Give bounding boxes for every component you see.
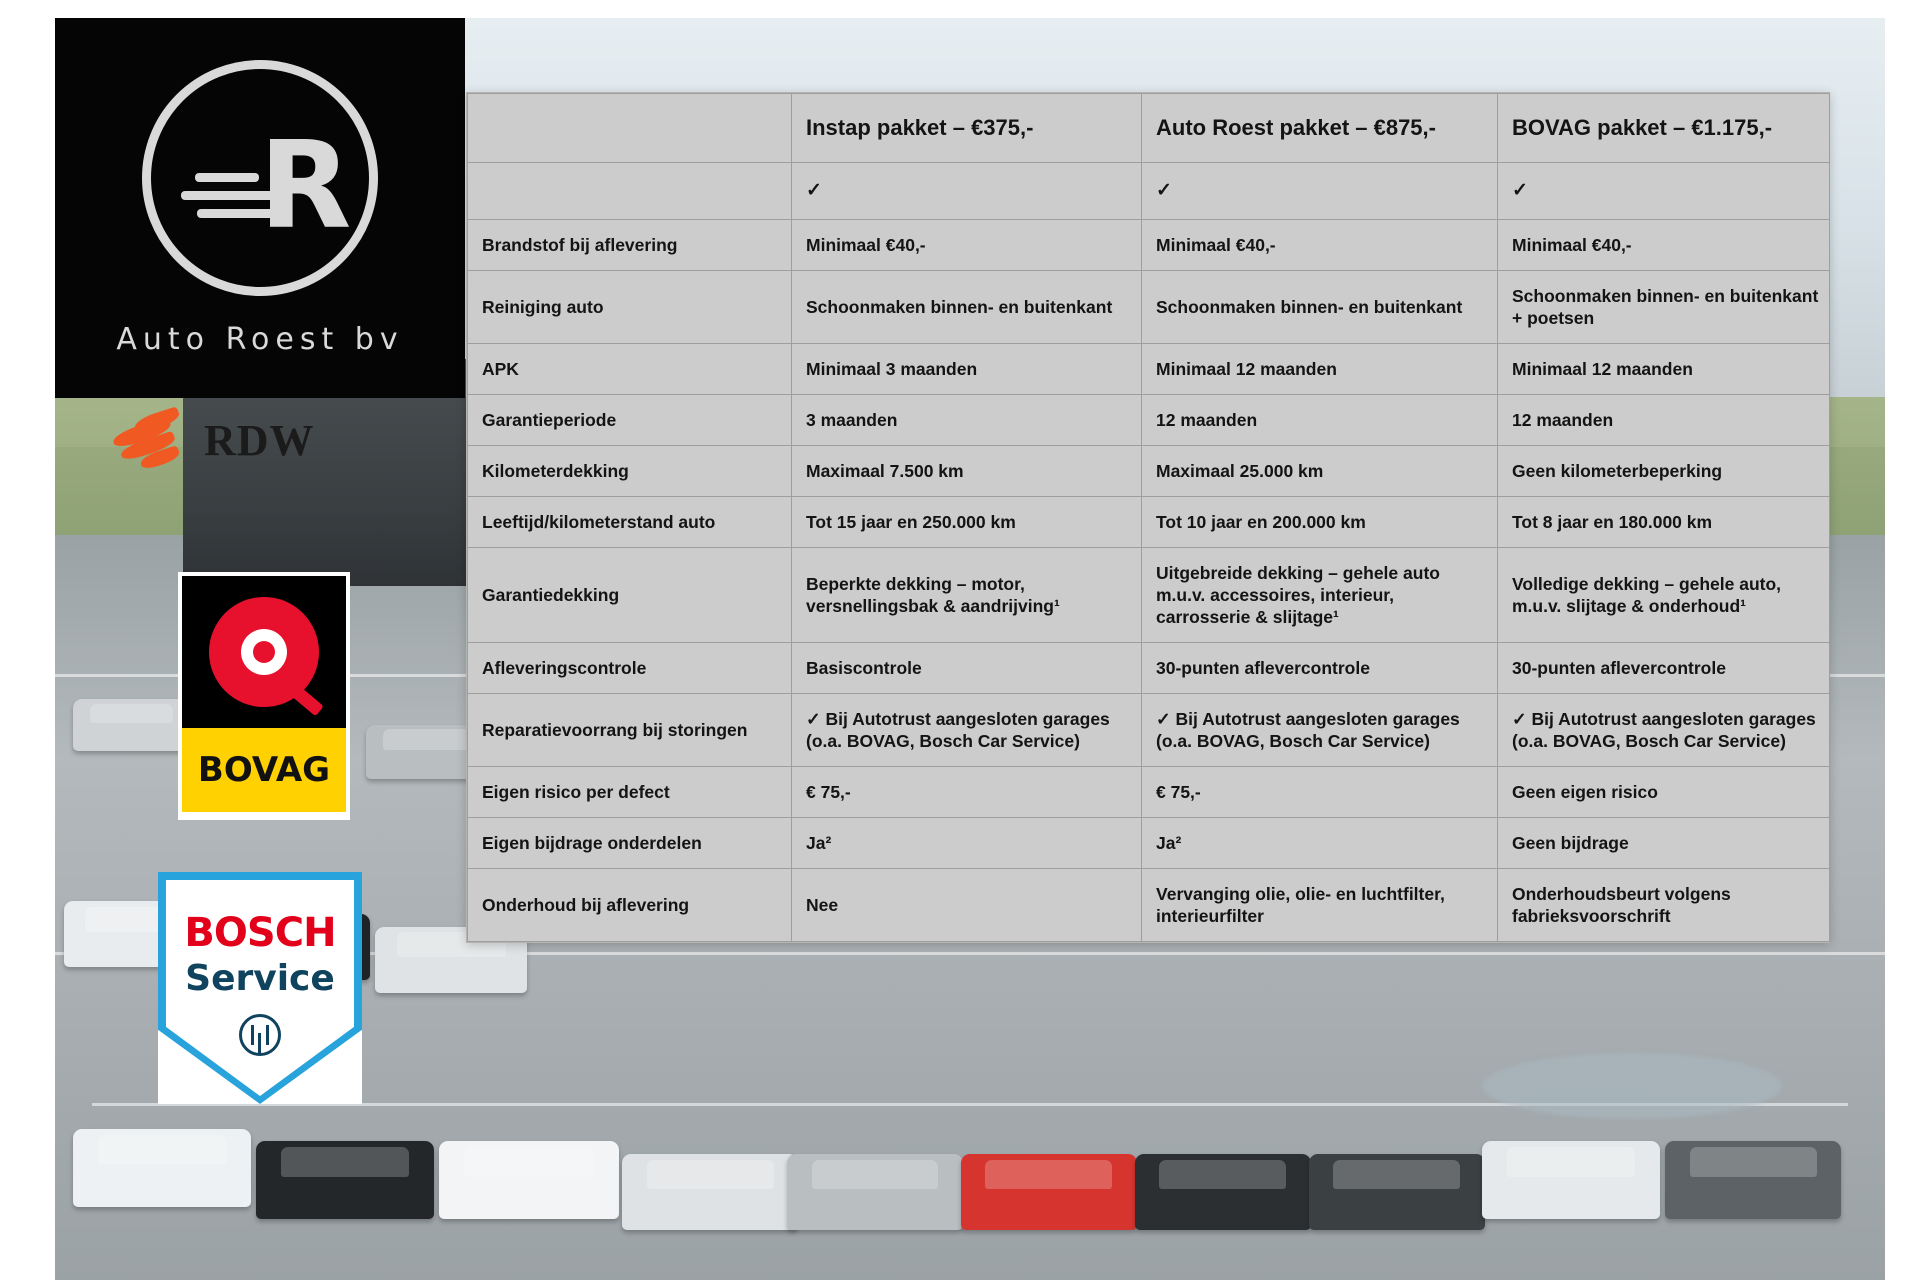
cell-autoroest: Uitgebreide dekking – gehele auto m.u.v. accessoires, interieur, carrosserie & slijtage¹ bbox=[1142, 547, 1498, 642]
car bbox=[73, 1129, 251, 1207]
cell-autoroest: Minimaal €40,- bbox=[1142, 219, 1498, 270]
cell-instap: 3 maanden bbox=[792, 394, 1142, 445]
cell-bovag: Geen eigen risico bbox=[1498, 767, 1830, 818]
table-row bbox=[468, 445, 1830, 496]
cell-autoroest: Vervanging olie, olie- en luchtfilter, interieurfilter bbox=[1142, 869, 1498, 942]
cell-instap: Minimaal €40,- bbox=[792, 219, 1142, 270]
cell-autoroest: 12 maanden bbox=[1142, 394, 1498, 445]
cell-autoroest: Schoonmaken binnen- en buitenkant bbox=[1142, 270, 1498, 343]
row-label: Reiniging auto bbox=[468, 270, 792, 343]
car bbox=[439, 1141, 619, 1219]
table-row bbox=[468, 694, 1830, 767]
cell-instap: Minimaal 3 maanden bbox=[792, 343, 1142, 394]
cell-bovag: Minimaal 12 maanden bbox=[1498, 343, 1830, 394]
row-label: Brandstof bij aflevering bbox=[468, 219, 792, 270]
logo-monogram: R bbox=[259, 116, 346, 256]
rdw-bird-icon bbox=[110, 409, 194, 471]
table-row bbox=[468, 394, 1830, 445]
cell-instap: Basiscontrole bbox=[792, 643, 1142, 694]
table-row bbox=[468, 162, 1830, 219]
car bbox=[787, 1154, 963, 1230]
cell-autoroest: Ja² bbox=[1142, 818, 1498, 869]
car bbox=[1482, 1141, 1660, 1219]
auto-roest-logo bbox=[55, 18, 465, 398]
cell-instap: € 75,- bbox=[792, 767, 1142, 818]
cell-instap: Tot 15 jaar en 250.000 km bbox=[792, 496, 1142, 547]
cell-autoroest: € 75,- bbox=[1142, 767, 1498, 818]
bovag-label: BOVAG bbox=[197, 750, 331, 790]
bovag-emblem-icon bbox=[182, 576, 346, 728]
table-row bbox=[468, 270, 1830, 343]
cell-instap: Ja² bbox=[792, 818, 1142, 869]
cell-bovag: Tot 8 jaar en 180.000 km bbox=[1498, 496, 1830, 547]
row-label: Onderhoud bij aflevering bbox=[468, 869, 792, 942]
cell-bovag: Volledige dekking – gehele auto, m.u.v. slijtage & onderhoud¹ bbox=[1498, 547, 1830, 642]
row-label bbox=[468, 162, 792, 219]
cell-instap: Beperkte dekking – motor, versnellingsbak & aandrijving¹ bbox=[792, 547, 1142, 642]
bosch-service-badge bbox=[158, 872, 362, 1104]
row-label: Reparatievoorrang bij storingen bbox=[468, 694, 792, 767]
row-label: Garantiedekking bbox=[468, 547, 792, 642]
table-row bbox=[468, 496, 1830, 547]
bovag-label-plate bbox=[182, 728, 346, 812]
cell-autoroest: ✓ Bij Autotrust aangesloten garages (o.a. BOVAG, Bosch Car Service) bbox=[1142, 694, 1498, 767]
cell-bovag: Onderhoudsbeurt volgens fabrieksvoorschrift bbox=[1498, 869, 1830, 942]
row-label: Eigen bijdrage onderdelen bbox=[468, 818, 792, 869]
row-label: Leeftijd/kilometerstand auto bbox=[468, 496, 792, 547]
bosch-wordmark: BOSCH bbox=[184, 910, 336, 956]
car bbox=[961, 1154, 1137, 1230]
package-comparison-table bbox=[466, 92, 1830, 943]
car bbox=[622, 1154, 798, 1230]
table-row bbox=[468, 767, 1830, 818]
bosch-service-label: Service bbox=[185, 958, 335, 999]
table-header-row bbox=[468, 94, 1830, 163]
cell-bovag: 30-punten aflevercontrole bbox=[1498, 643, 1830, 694]
cell-autoroest: Tot 10 jaar en 200.000 km bbox=[1142, 496, 1498, 547]
cell-instap: Nee bbox=[792, 869, 1142, 942]
car bbox=[256, 1141, 434, 1219]
cell-instap: Schoonmaken binnen- en buitenkant bbox=[792, 270, 1142, 343]
row-label: Kilometerdekking bbox=[468, 445, 792, 496]
bosch-armature-icon bbox=[239, 1014, 281, 1056]
logo-mark-icon bbox=[142, 60, 378, 296]
table-row bbox=[468, 643, 1830, 694]
check-autoroest: ✓ bbox=[1142, 162, 1498, 219]
cell-bovag: ✓ Bij Autotrust aangesloten garages (o.a. BOVAG, Bosch Car Service) bbox=[1498, 694, 1830, 767]
car bbox=[73, 699, 189, 751]
check-instap: ✓ bbox=[792, 162, 1142, 219]
cell-bovag: Geen bijdrage bbox=[1498, 818, 1830, 869]
car bbox=[1309, 1154, 1485, 1230]
header-package-instap: Instap pakket – €375,- bbox=[792, 94, 1142, 163]
cell-instap: ✓ Bij Autotrust aangesloten garages (o.a. BOVAG, Bosch Car Service) bbox=[792, 694, 1142, 767]
table-row bbox=[468, 818, 1830, 869]
puddle bbox=[1482, 1053, 1782, 1119]
cell-instap: Maximaal 7.500 km bbox=[792, 445, 1142, 496]
cell-bovag: Minimaal €40,- bbox=[1498, 219, 1830, 270]
cell-autoroest: Minimaal 12 maanden bbox=[1142, 343, 1498, 394]
table-row bbox=[468, 343, 1830, 394]
check-bovag: ✓ bbox=[1498, 162, 1830, 219]
row-label: Garantieperiode bbox=[468, 394, 792, 445]
cell-bovag: Schoonmaken binnen- en buitenkant + poetsen bbox=[1498, 270, 1830, 343]
cell-bovag: Geen kilometerbeperking bbox=[1498, 445, 1830, 496]
car bbox=[1135, 1154, 1311, 1230]
header-blank bbox=[468, 94, 792, 163]
rdw-badge bbox=[110, 400, 410, 480]
table-row bbox=[468, 869, 1830, 942]
car bbox=[1665, 1141, 1841, 1219]
cell-autoroest: 30-punten aflevercontrole bbox=[1142, 643, 1498, 694]
rdw-label: RDW bbox=[204, 415, 315, 465]
row-label: Eigen risico per defect bbox=[468, 767, 792, 818]
row-label: APK bbox=[468, 343, 792, 394]
cell-autoroest: Maximaal 25.000 km bbox=[1142, 445, 1498, 496]
header-package-autoroest: Auto Roest pakket – €875,- bbox=[1142, 94, 1498, 163]
row-label: Afleveringscontrole bbox=[468, 643, 792, 694]
header-package-bovag: BOVAG pakket – €1.175,- bbox=[1498, 94, 1830, 163]
table-row bbox=[468, 219, 1830, 270]
bovag-badge bbox=[178, 572, 350, 820]
table-row bbox=[468, 547, 1830, 642]
logo-wordmark: Auto Roest bv bbox=[116, 321, 404, 357]
cell-bovag: 12 maanden bbox=[1498, 394, 1830, 445]
